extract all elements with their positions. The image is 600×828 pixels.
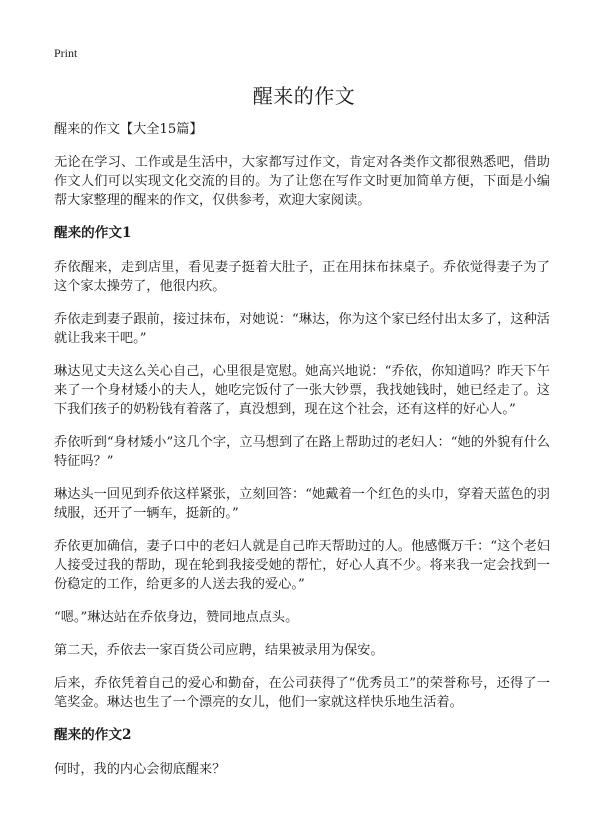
print-link[interactable]: Print <box>54 46 78 60</box>
section1-paragraph: 琳达头一回见到乔依这样紧张，立刻回答：“她戴着一个红色的头巾，穿着天蓝色的羽绒服，还开了一辆车，挺新的。” <box>54 487 550 521</box>
article-body <box>54 120 550 793</box>
section1-paragraph: 乔依听到“身材矮小”这几个字，立马想到了在路上帮助过的老妇人：“她的外貌有什么特征吗？” <box>54 435 550 469</box>
section1-paragraph: 乔依更加确信，妻子口中的老妇人就是自己昨天帮助过的人。他感慨万千：“这个老妇人接受过我的帮助，现在轮到我接受她的帮忙，好心人真不少。将来我一定会找到一份稳定的工作，给更多的人送去我的爱心。” <box>54 539 550 592</box>
section1-paragraph: 乔依走到妻子跟前，接过抹布，对她说：“琳达，你为这个家已经付出太多了，这种活就让我来干吧。” <box>54 312 550 346</box>
intro-paragraph: 无论在学习、工作或是生活中，大家都写过作文，肯定对各类作文都很熟悉吧，借助作文人们可以实现文化交流的目的。为了让您在写作文时更加简单方便，下面是小编帮大家整理的醒来的作文，仅供参考，欢迎大家阅读。 <box>54 155 550 208</box>
section1-paragraph: 乔依醒来，走到店里，看见妻子挺着大肚子，正在用抹布抹桌子。乔依觉得妻子为了这个家太操劳了，他很内疚。 <box>54 260 550 294</box>
section1-paragraph: “嗯。”琳达站在乔依身边，赞同地点点头。 <box>54 610 299 625</box>
section1-paragraph: 后来，乔依凭着自己的爱心和勤奋，在公司获得了“优秀员工”的荣誉称号，还得了一笔奖金。琳达也生了一个漂亮的女儿，他们一家就这样快乐地生活着。 <box>54 676 550 710</box>
section-heading-1: 醒来的作文1 <box>54 225 132 241</box>
section-heading-2: 醒来的作文2 <box>54 727 132 743</box>
article-subtitle: 醒来的作文【大全15篇】 <box>54 122 203 137</box>
section2-paragraph: 何时，我的内心会彻底醒来？ <box>54 762 226 777</box>
page-title: 醒来的作文 <box>252 84 356 108</box>
section1-paragraph: 第二天，乔依去一家百货公司应聘，结果被录用为保安。 <box>54 643 384 658</box>
section1-paragraph: 琳达见丈夫这么关心自己，心里很是宽慰。她高兴地说：“乔依，你知道吗？昨天下午来了一个身材矮小的夫人，她吃完饭付了一张大钞票，我找她钱时，她已经走了。这下我们孩子的奶粉钱有着落了，真没想到，现在这个社会，还有这样的好心人。” <box>54 364 550 417</box>
